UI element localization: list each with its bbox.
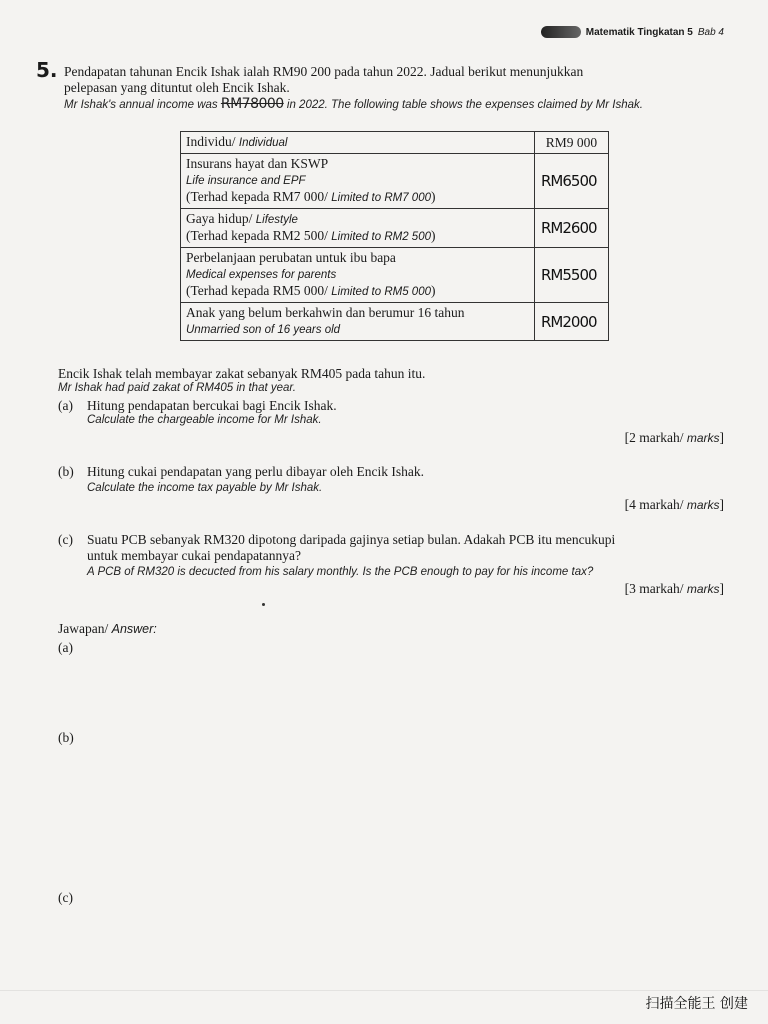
expenses-table xyxy=(180,131,609,341)
expense-description xyxy=(181,154,535,209)
expense-amount: RM9 000 xyxy=(535,132,609,154)
expense-line-text: Perbelanjaan perubatan untuk ibu bapa xyxy=(186,250,396,265)
expense-line-text: Anak yang belum berkahwin dan berumur 16 tahun xyxy=(186,305,465,320)
expense-line-text: Individu/ xyxy=(186,134,239,149)
intro-malay-line-2: pelepasan yang dituntut oleh Encik Ishak. xyxy=(64,80,290,95)
question-number: 5. xyxy=(36,58,58,82)
expense-line-english: Limited to RM7 000 xyxy=(331,192,431,204)
expense-line xyxy=(186,266,529,283)
answer-heading xyxy=(58,621,157,637)
expense-line-text: (Terhad kepada RM2 500/ xyxy=(186,228,332,243)
expense-line-english: Limited to RM2 500 xyxy=(331,231,431,243)
page-header xyxy=(541,26,724,38)
stray-dot xyxy=(262,603,265,606)
expense-line-text: Gaya hidup/ xyxy=(186,211,256,226)
expense-row xyxy=(181,209,609,248)
intro-english-after: in 2022. The following table shows the expenses claimed by Mr Ishak. xyxy=(283,99,643,111)
part-b-label: (b) xyxy=(58,464,74,479)
expense-description xyxy=(181,303,535,341)
part-a-malay: Hitung pendapatan bercukai bagi Encik Ishak. xyxy=(87,398,337,413)
expense-line xyxy=(186,172,529,189)
expense-row xyxy=(181,154,609,209)
expense-description xyxy=(181,248,535,303)
handwritten-income: RM78000 xyxy=(220,96,284,112)
expense-line xyxy=(186,305,529,321)
expense-line xyxy=(186,134,529,151)
handwritten-amount: RM2600 xyxy=(535,209,609,248)
expense-description xyxy=(181,209,535,248)
expense-line-close: ) xyxy=(430,283,436,298)
handwritten-amount: RM6500 xyxy=(535,154,609,209)
part-a-marks-ms: [2 markah/ xyxy=(624,430,687,445)
part-c-malay-line-1: Suatu PCB sebanyak RM320 dipotong daripada gajinya setiap bulan. Adakah PCB itu mencukupi xyxy=(87,532,616,547)
expense-line xyxy=(186,321,529,338)
scan-edge-divider xyxy=(0,990,768,991)
part-a-marks-en: marks xyxy=(686,431,720,445)
part-c-malay-line-2: untuk membayar cukai pendapatannya? xyxy=(87,548,302,563)
part-b-marks-ms: [4 markah/ xyxy=(624,497,687,512)
answer-label-a: (a) xyxy=(58,640,73,655)
expense-line xyxy=(186,156,529,172)
expense-line xyxy=(186,211,529,228)
expense-line-close: ) xyxy=(430,228,436,243)
answer-heading-en: Answer: xyxy=(111,622,157,636)
part-c-marks-close: ] xyxy=(719,581,724,596)
part-b-marks xyxy=(625,497,724,513)
expense-line-text: (Terhad kepada RM5 000/ xyxy=(186,283,332,298)
part-c-marks xyxy=(625,581,724,597)
intro-english-before: Mr Ishak's annual income was xyxy=(64,99,221,111)
part-a-marks-close: ] xyxy=(719,430,724,445)
expense-line-english: Lifestyle xyxy=(255,214,298,226)
expense-line xyxy=(186,283,529,300)
part-c-marks-ms: [3 markah/ xyxy=(624,581,687,596)
part-c-label: (c) xyxy=(58,532,73,547)
expense-line-english: Life insurance and EPF xyxy=(186,175,306,187)
intro-english xyxy=(64,97,643,112)
expense-line-english: Unmarried son of 16 years old xyxy=(186,324,341,336)
part-c-marks-en: marks xyxy=(686,582,720,596)
zakat-malay: Encik Ishak telah membayar zakat sebanyak RM405 pada tahun itu. xyxy=(58,366,426,381)
publisher-logo-icon xyxy=(541,26,581,38)
part-a-marks xyxy=(625,430,724,446)
answer-label-b: (b) xyxy=(58,730,74,745)
expense-line-english: Medical expenses for parents xyxy=(186,269,337,281)
expense-line-text: Insurans hayat dan KSWP xyxy=(186,156,329,171)
answer-heading-ms: Jawapan/ xyxy=(58,621,112,636)
part-a-label: (a) xyxy=(58,398,73,413)
scanner-watermark: 扫描全能王 创建 xyxy=(645,996,748,1012)
part-c-english: A PCB of RM320 is decucted from his salary monthly. Is the PCB enough to pay for his income tax? xyxy=(87,566,594,578)
part-a-english: Calculate the chargeable income for Mr Ishak. xyxy=(87,414,322,426)
handwritten-amount: RM2000 xyxy=(535,303,609,341)
zakat-english: Mr Ishak had paid zakat of RM405 in that year. xyxy=(58,382,297,394)
header-book-title: Matematik Tingkatan 5 xyxy=(585,26,693,38)
expense-line-close: ) xyxy=(430,189,436,204)
part-b-marks-en: marks xyxy=(686,498,720,512)
expense-line xyxy=(186,250,529,266)
part-b-english: Calculate the income tax payable by Mr Ishak. xyxy=(87,482,323,494)
part-b-malay: Hitung cukai pendapatan yang perlu dibayar oleh Encik Ishak. xyxy=(87,464,425,479)
intro-malay-line-1: Pendapatan tahunan Encik Ishak ialah RM90 200 pada tahun 2022. Jadual berikut menunjukkan xyxy=(64,64,584,79)
expense-line-english: Limited to RM5 000 xyxy=(331,286,431,298)
expense-row xyxy=(181,248,609,303)
expense-line-text: (Terhad kepada RM7 000/ xyxy=(186,189,332,204)
expense-line xyxy=(186,228,529,245)
part-b-marks-close: ] xyxy=(719,497,724,512)
expense-line xyxy=(186,189,529,206)
answer-label-c: (c) xyxy=(58,890,73,905)
expense-line-english: Individual xyxy=(238,137,288,149)
handwritten-amount: RM5500 xyxy=(535,248,609,303)
expense-row xyxy=(181,303,609,341)
header-chapter: Bab 4 xyxy=(697,26,724,38)
expense-description xyxy=(181,132,535,154)
expense-row xyxy=(181,132,609,154)
